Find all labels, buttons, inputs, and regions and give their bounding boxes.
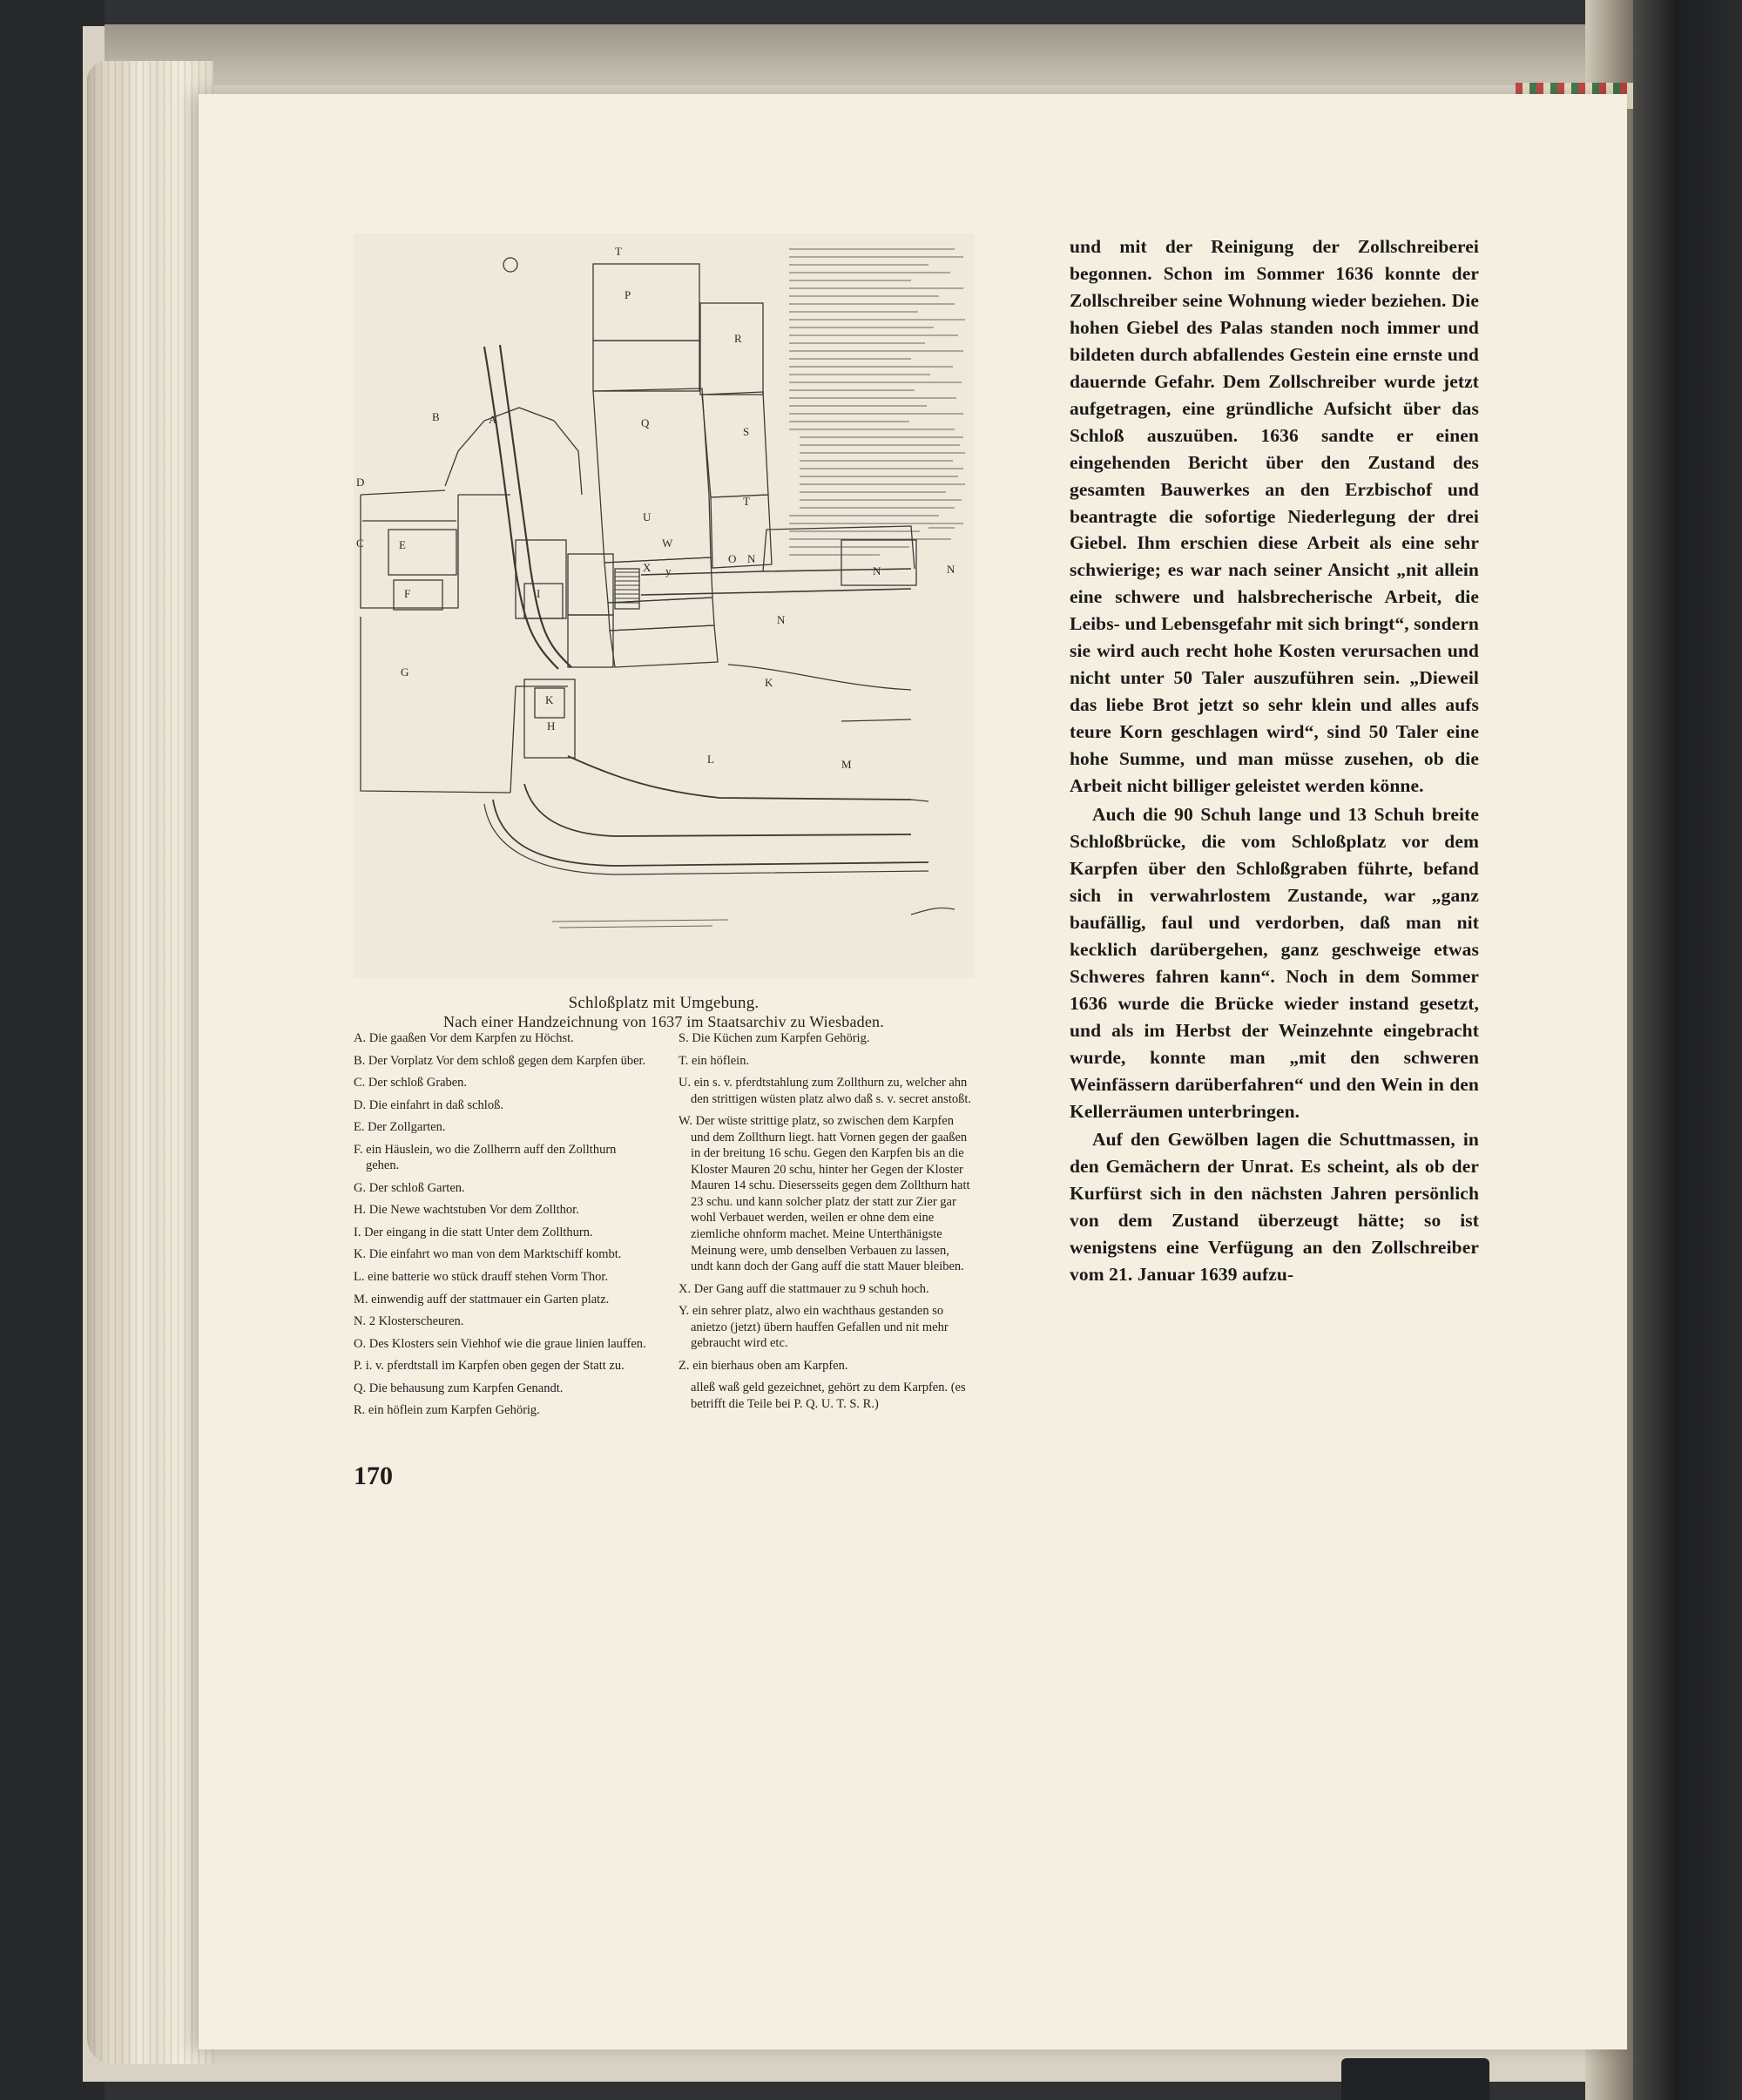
figure-legend [354, 1030, 974, 1425]
svg-text:W: W [662, 537, 673, 550]
scanner-clip [1341, 2058, 1489, 2100]
page-number: 170 [354, 1462, 393, 1490]
body-paragraph: Auf den Gewölben lagen die Schuttmassen, in den Gemächern der Unrat. Es scheint, als ob der Kurfürst sich in den nächsten Jahren persönlich von dem Zustand überzeugt hätte; so ist wenigstens eine Verfügung an den Zollschreiber vom 21. Januar 1639 aufzu- [1070, 1129, 1479, 1286]
svg-text:S: S [743, 425, 750, 438]
svg-text:K: K [545, 693, 554, 706]
legend-item: F. ein Häuslein, wo die Zollherrn auff den Zollthurn gehen. [354, 1142, 617, 1173]
figure-caption [354, 994, 974, 1031]
legend-item: C. Der schloß Graben. [354, 1076, 468, 1091]
svg-text:N: N [947, 563, 955, 576]
svg-text:K: K [765, 676, 773, 689]
body-paragraph: Auch die 90 Schuh lange und 13 Schuh breite Schloßbrücke, die vom Schloßplatz vor dem Karpfen über den Schloßgraben führte, befand sich in verwahrlostem Zustande, war „ganz baufällig, faul und verdorben, daß man nit kecklich darübergehen, ganz geschweige etwas Schweres fahren kann“. Noch in dem Sommer 1636 wurde die Brücke wieder instand gesetzt, und als im Herbst der Weinzehnte eingebracht wurde, konnte man „mit den schweren Weinfässern darüberfahren“ und den Wein in den Kellerräumen unterbringen. [1070, 804, 1479, 1122]
body-paragraph: und mit der Reinigung der Zollschreiberei begonnen. Schon im Sommer 1636 konnte der Zollschreiber seine Wohnung wieder beziehen. Die hohen Giebel des Palas standen noch immer und bildeten durch abfallendes Gestein eine ernste und dauernde Gefahr. Dem Zollschreiber wurde jetzt aufgetragen, eine gründliche Aufsicht über das Schloß auszuüben. 1636 sandte er einen eingehenden Bericht über den Zustand des gesamten Bauwerkes an den Erzbischof und beantragte die sofortige Niederlegung der drei Giebel. Ihm erschien diese Arbeit als eine sehr schwierige; es war nach seiner Ansicht „nit allein eine schwere und halsbrecherische Arbeit, die Leibs- und Lebensgefahr mit sich bringt“, sondern sie wird auch recht hohe Kosten verursachen und nicht unter 50 Taler auszuführen sein. „Dieweil das liebe Brot jetzt so sehr klein und alles aufs teure Korn geschlagen wird“, sind 50 Taler eine hohe Summe, und man müsse zusehen, ob die Arbeit nicht billiger geleistet werden könne. [1070, 236, 1479, 797]
figure-caption-line1: Schloßplatz mit Umgebung. [568, 994, 760, 1012]
legend-item: P. i. v. pferdtstall im Karpfen oben gegen der Statt zu. [354, 1359, 625, 1374]
legend-item: N. 2 Klosterscheuren. [354, 1314, 464, 1329]
legend-item: S. Die Küchen zum Karpfen Gehörig. [679, 1031, 870, 1045]
legend-item: G. Der schloß Garten. [354, 1180, 465, 1195]
legend-item: H. Die Newe wachtstuben Vor dem Zollthor. [354, 1203, 579, 1218]
legend-item: Q. Die behausung zum Karpfen Genandt. [354, 1381, 564, 1395]
legend-item: I. Der eingang in die statt Unter dem Zollthurn. [354, 1225, 593, 1239]
page-edge-lines [87, 61, 213, 2064]
svg-text:y: y [665, 564, 672, 577]
svg-text:L: L [707, 753, 714, 766]
book-spine [1633, 0, 1742, 2100]
legend-item: W. Der wüste strittige platz, so zwischen dem Karpfen und dem Zollthurn liegt. hatt Vornen gegen der gaaßen in der breitung 16 schu. Gegen den Karpfen bis an die Kloster Mauren 20 schu, hinter her Gegen der Kloster Mauren 14 schu. Diesersseits gegen dem Zollthurn hatt 23 schu. und kann solcher platz der statt zur Zier gar wohl Verbauet werden, weilen er ohne dem eine ziemliche ohnform machet. Meine Unterthänigste Meinung were, umb denselben Verbauen zu lassen, undt kann doch der Gang auff die statt Mauer bleiben. [679, 1114, 970, 1274]
legend-column-1 [354, 1030, 649, 1425]
svg-text:O: O [728, 552, 737, 565]
legend-column-2 [679, 1030, 974, 1425]
body-text-column [1070, 233, 1479, 1290]
figure-column [354, 233, 974, 1031]
legend-note: alleß waß geld gezeichnet, gehört zu dem Karpfen. (es betrifft die Teile bei P. Q. U. T. S. R.) [691, 1381, 966, 1411]
legend-item: X. Der Gang auff die stattmauer zu 9 schuh hoch. [679, 1281, 929, 1296]
svg-text:C: C [356, 537, 364, 550]
legend-item: D. Die einfahrt in daß schloß. [354, 1097, 503, 1112]
svg-text:U: U [643, 510, 652, 523]
book-page [199, 94, 1627, 2049]
svg-text:R: R [734, 332, 742, 345]
svg-text:T: T [615, 245, 622, 258]
svg-text:E: E [399, 538, 406, 551]
legend-item: R. ein höflein zum Karpfen Gehörig. [354, 1403, 540, 1418]
figure-plan [354, 233, 974, 978]
svg-text:P: P [625, 288, 631, 301]
svg-text:N: N [873, 564, 881, 577]
legend-item: K. Die einfahrt wo man von dem Marktschiff kombt. [354, 1247, 622, 1262]
svg-text:Q: Q [641, 416, 650, 429]
svg-text:F: F [404, 587, 411, 600]
svg-text:T: T [743, 495, 750, 508]
svg-text:A: A [489, 413, 497, 426]
legend-item: B. Der Vorplatz Vor dem schloß gegen dem Karpfen über. [354, 1053, 646, 1068]
svg-text:N: N [747, 552, 756, 565]
svg-text:M: M [841, 758, 852, 771]
svg-text:X: X [643, 561, 652, 574]
legend-item: E. Der Zollgarten. [354, 1120, 446, 1135]
legend-item: Z. ein bierhaus oben am Karpfen. [679, 1358, 848, 1373]
legend-item: T. ein höflein. [679, 1053, 750, 1068]
legend-item: A. Die gaaßen Vor dem Karpfen zu Höchst. [354, 1031, 574, 1045]
historic-site-plan [354, 233, 974, 978]
legend-item: M. einwendig auff der stattmauer ein Garten platz. [354, 1292, 610, 1307]
legend-item: L. eine batterie wo stück drauff stehen Vorm Thor. [354, 1270, 609, 1285]
legend-item: O. Des Klosters sein Viehhof wie die graue linien lauffen. [354, 1336, 646, 1351]
figure-caption-line2: Nach einer Handzeichnung von 1637 im Staatsarchiv zu Wiesbaden. [443, 1013, 884, 1030]
svg-text:N: N [777, 613, 786, 626]
legend-item: Y. ein sehrer platz, alwo ein wachthaus gestanden so anietzo (jetzt) übern hauffen Gefallen und nit mehr gebraucht wird etc. [679, 1304, 949, 1351]
legend-item: U. ein s. v. pferdtstahlung zum Zollthurn zu, welcher ahn den strittigen wüsten platz alwo daß s. v. secret anstoßt. [679, 1076, 972, 1106]
svg-text:B: B [432, 410, 440, 423]
svg-text:H: H [547, 719, 556, 733]
book-cover-top [105, 24, 1707, 85]
svg-text:I: I [537, 587, 541, 600]
svg-text:G: G [401, 665, 409, 679]
svg-text:D: D [356, 476, 365, 489]
